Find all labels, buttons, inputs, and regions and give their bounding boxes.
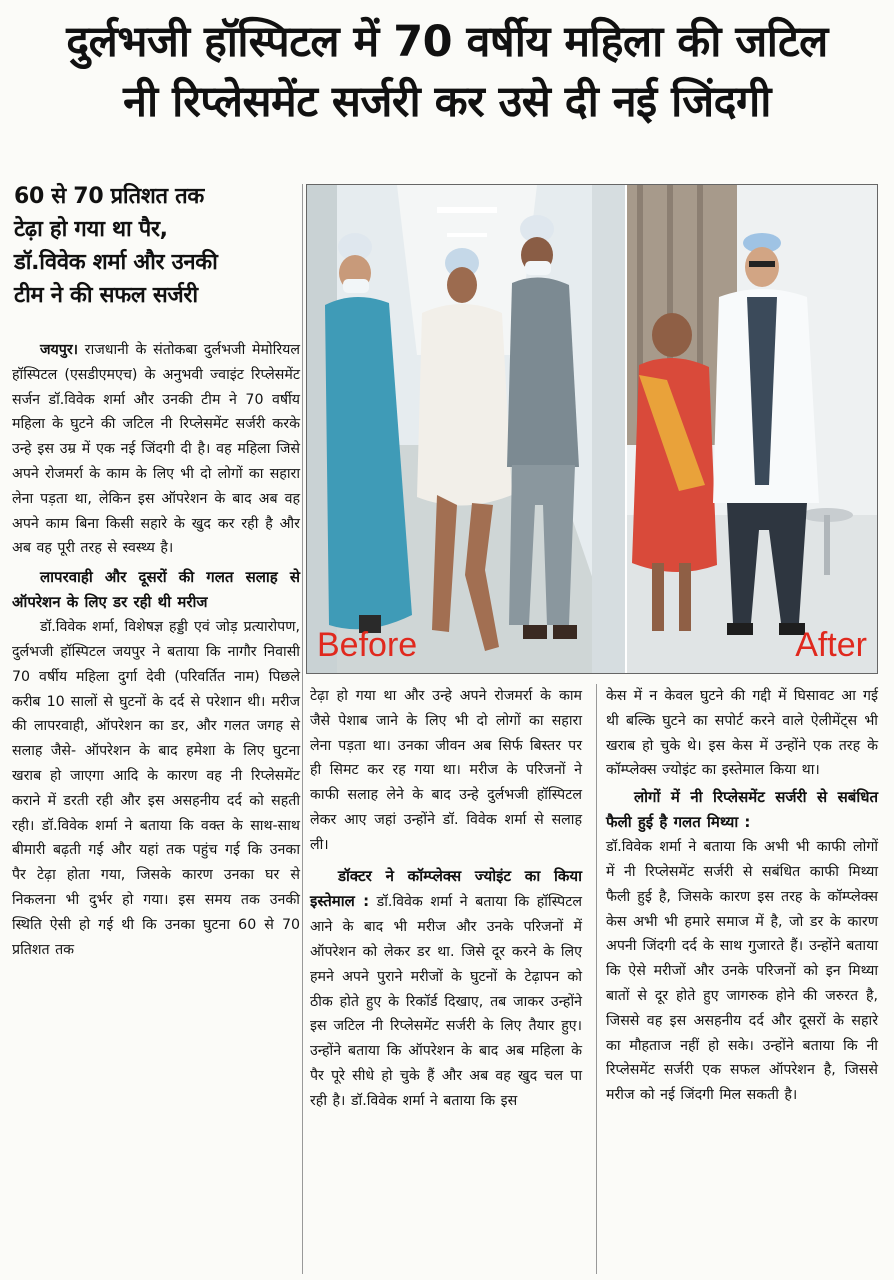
headline-line-2: नी रिप्लेसमेंट सर्जरी कर उसे दी नई जिंदगी (123, 77, 771, 127)
dateline: जयपुर। (40, 342, 78, 358)
subheadline (14, 180, 298, 312)
paragraph-text: राजधानी के संतोकबा दुर्लभजी मेमोरियल हॉस्पिटल (एसडीएमएच) के अनुभवी ज्वाइंट रिप्लेसमेंट सर्जन डॉ.विवेक शर्मा और उनकी टीम ने 70 वर्षीय महिला के घुटने की जटिल नी रिप्लेसमेंट सर्जरी करके उन्हे इस उम्र में एक नई जिंदगी दी है। वह महिला जिसे अपने रोजमर्रा के काम के लिए भी दो लोगों का सहारा लेना पड़ता था, लेकिन इस ऑपरेशन के बाद अब वह अपने काम बिना किसी सहारे के खुद कर रही है और अब वह पूरी तरह से स्वस्थ्य है। (12, 342, 300, 557)
article-column-2 (310, 684, 582, 1114)
subhead-line-3: डॉ.विवेक शर्मा और उनकी (14, 250, 218, 275)
after-label: After (795, 626, 867, 664)
subhead-line-1: 60 से 70 प्रतिशत तक (14, 184, 204, 209)
paragraph-text: डॉ.विवेक शर्मा ने बताया कि हॉस्पिटल आने के बाद भी मरीज और उनके परिजनों में ऑपरेशन को लेकर डर था. जिसे दूर करने के लिए हमने अपने पुराने मरीजों के घुटनों के टेढ़ापन को ठीक होते हुए के रिकॉर्ड दिखाए, तब जाकर उन्होंने इस जटिल नी रिप्लेसमेंट सर्जरी के लिए तैयार हुए। उन्होंने बताया कि ऑपरेशन के बाद अब महिला के पैर पूरे सीधे हो चुके हैं और अब वह खुद चल पा रही है। डॉ.विवेक शर्मा ने बताया कि इस (310, 894, 582, 1109)
article-paragraph: टेढ़ा हो गया था और उन्हे अपने रोजमर्रा के काम जैसे पेशाब जाने के लिए भी दो लोगों का सहारा लेना पड़ता था। उनका जीवन अब सिर्फ बिस्तर पर ही सिमट कर रह गया था। मरीज के परिजनों ने काफी सलाह लेने के बाद उन्हे दुर्लभजी हॉस्पिटल लेकर आए जहां उन्होंने डॉ. विवेक शर्मा से सलाह ली। (310, 688, 582, 853)
photo-illustration (307, 185, 877, 673)
section-heading-1: लापरवाही और दूसरों की गलत सलाह से ऑपरेशन के लिए डर रही थी मरीज (12, 568, 300, 612)
article-paragraph: केस में न केवल घुटने की गद्दी में घिसावट आ गई थी बल्कि घुटने का सपोर्ट करने वाले ऐलीमेंट्स भी खराब हो चुके थे। इस केस में उन्होंने एक तरह के कॉम्प्लेक्स ज्योइंट का इस्तेमाल किया था। (606, 688, 878, 779)
article-paragraph: डॉ.विवेक शर्मा, विशेषज्ञ हड्डी एवं जोड़ प्रत्यारोपण, दुर्लभजी हॉस्पिटल जयपुर ने बताया कि नागौर निवासी 70 वर्षीय महिला दुर्गा देवी (परिवर्तित नाम) पिछले करीब 10 सालों से घुटनों के दर्द से परेशान थी। मरीज की लापरवाही, ऑपरेशन का डर, और गलत जगह से सलाह जैसे- ऑपरेशन के बाद हमेशा के लिए घुटना खराब हो जाएगा आदि के कारण वह नी रिप्लेसमेंट कराने में डरती रही और इस असहनीय दर्द को सहती रही। डॉ.विवेक शर्मा ने बताया कि वक्त के साथ-साथ बीमारी बढ़ती गई और यहां तक पहुंच गई कि उनका पैर टेढ़ा होता गया, जिसके कारण उनका घर से निकलना भी दुर्भर हो गया। इस समय तक उनकी स्थिति ऐसी हो गई थी कि उनका घुटना 60 से 70 प्रतिशत तक (12, 619, 300, 958)
article-column-3 (606, 684, 878, 1108)
subhead-line-2: टेढ़ा हो गया था पैर, (14, 217, 168, 242)
headline (8, 12, 886, 132)
column-divider-2 (596, 684, 597, 1274)
before-after-photo (306, 184, 878, 674)
before-label: Before (317, 626, 418, 664)
section-heading-2: डॉक्टर ने कॉम्प्लेक्स ज्योइंट का किया इस्तेमाल : (310, 866, 582, 911)
article-paragraph (12, 338, 300, 561)
article-column-1 (12, 338, 300, 962)
article-paragraph (310, 864, 582, 1114)
article-paragraph: डॉ.विवेक शर्मा ने बताया कि अभी भी काफी लोगों में नी रिप्लेसमेंट सर्जरी से सबंधित काफी मिथ्या फैली हुई है, जिसके कारण इस तरह के कॉम्प्लेक्स केस अभी भी हमारे समाज में है, जो डर के कारण अपनी जिंदगी दर्द के साथ गुजारते हैं। उन्होंने बताया कि ऐसे मरीजों और उनके परिजनों को इन मिथ्या बातों से दूर होते हुए जागरुक होने की जरुरत है, जिससे वह इस असहनीय दर्द और दूसरों के सहारे का मौहताज नहीं हो सके। उन्होंने बताया कि नी रिप्लेसमेंट सर्जरी एक सफल ऑपरेशन है, जिससे मरीज को नई जिंदगी मिल सकती है। (606, 839, 878, 1104)
headline-line-1: दुर्लभजी हॉस्पिटल में 70 वर्षीय महिला की जटिल (66, 17, 828, 67)
section-heading-3: लोगों में नी रिप्लेसमेंट सर्जरी से सबंधित फैली हुई है गलत मिथ्या : (606, 788, 878, 832)
column-divider-1 (302, 184, 303, 1274)
subhead-line-4: टीम ने की सफल सर्जरी (14, 283, 198, 308)
